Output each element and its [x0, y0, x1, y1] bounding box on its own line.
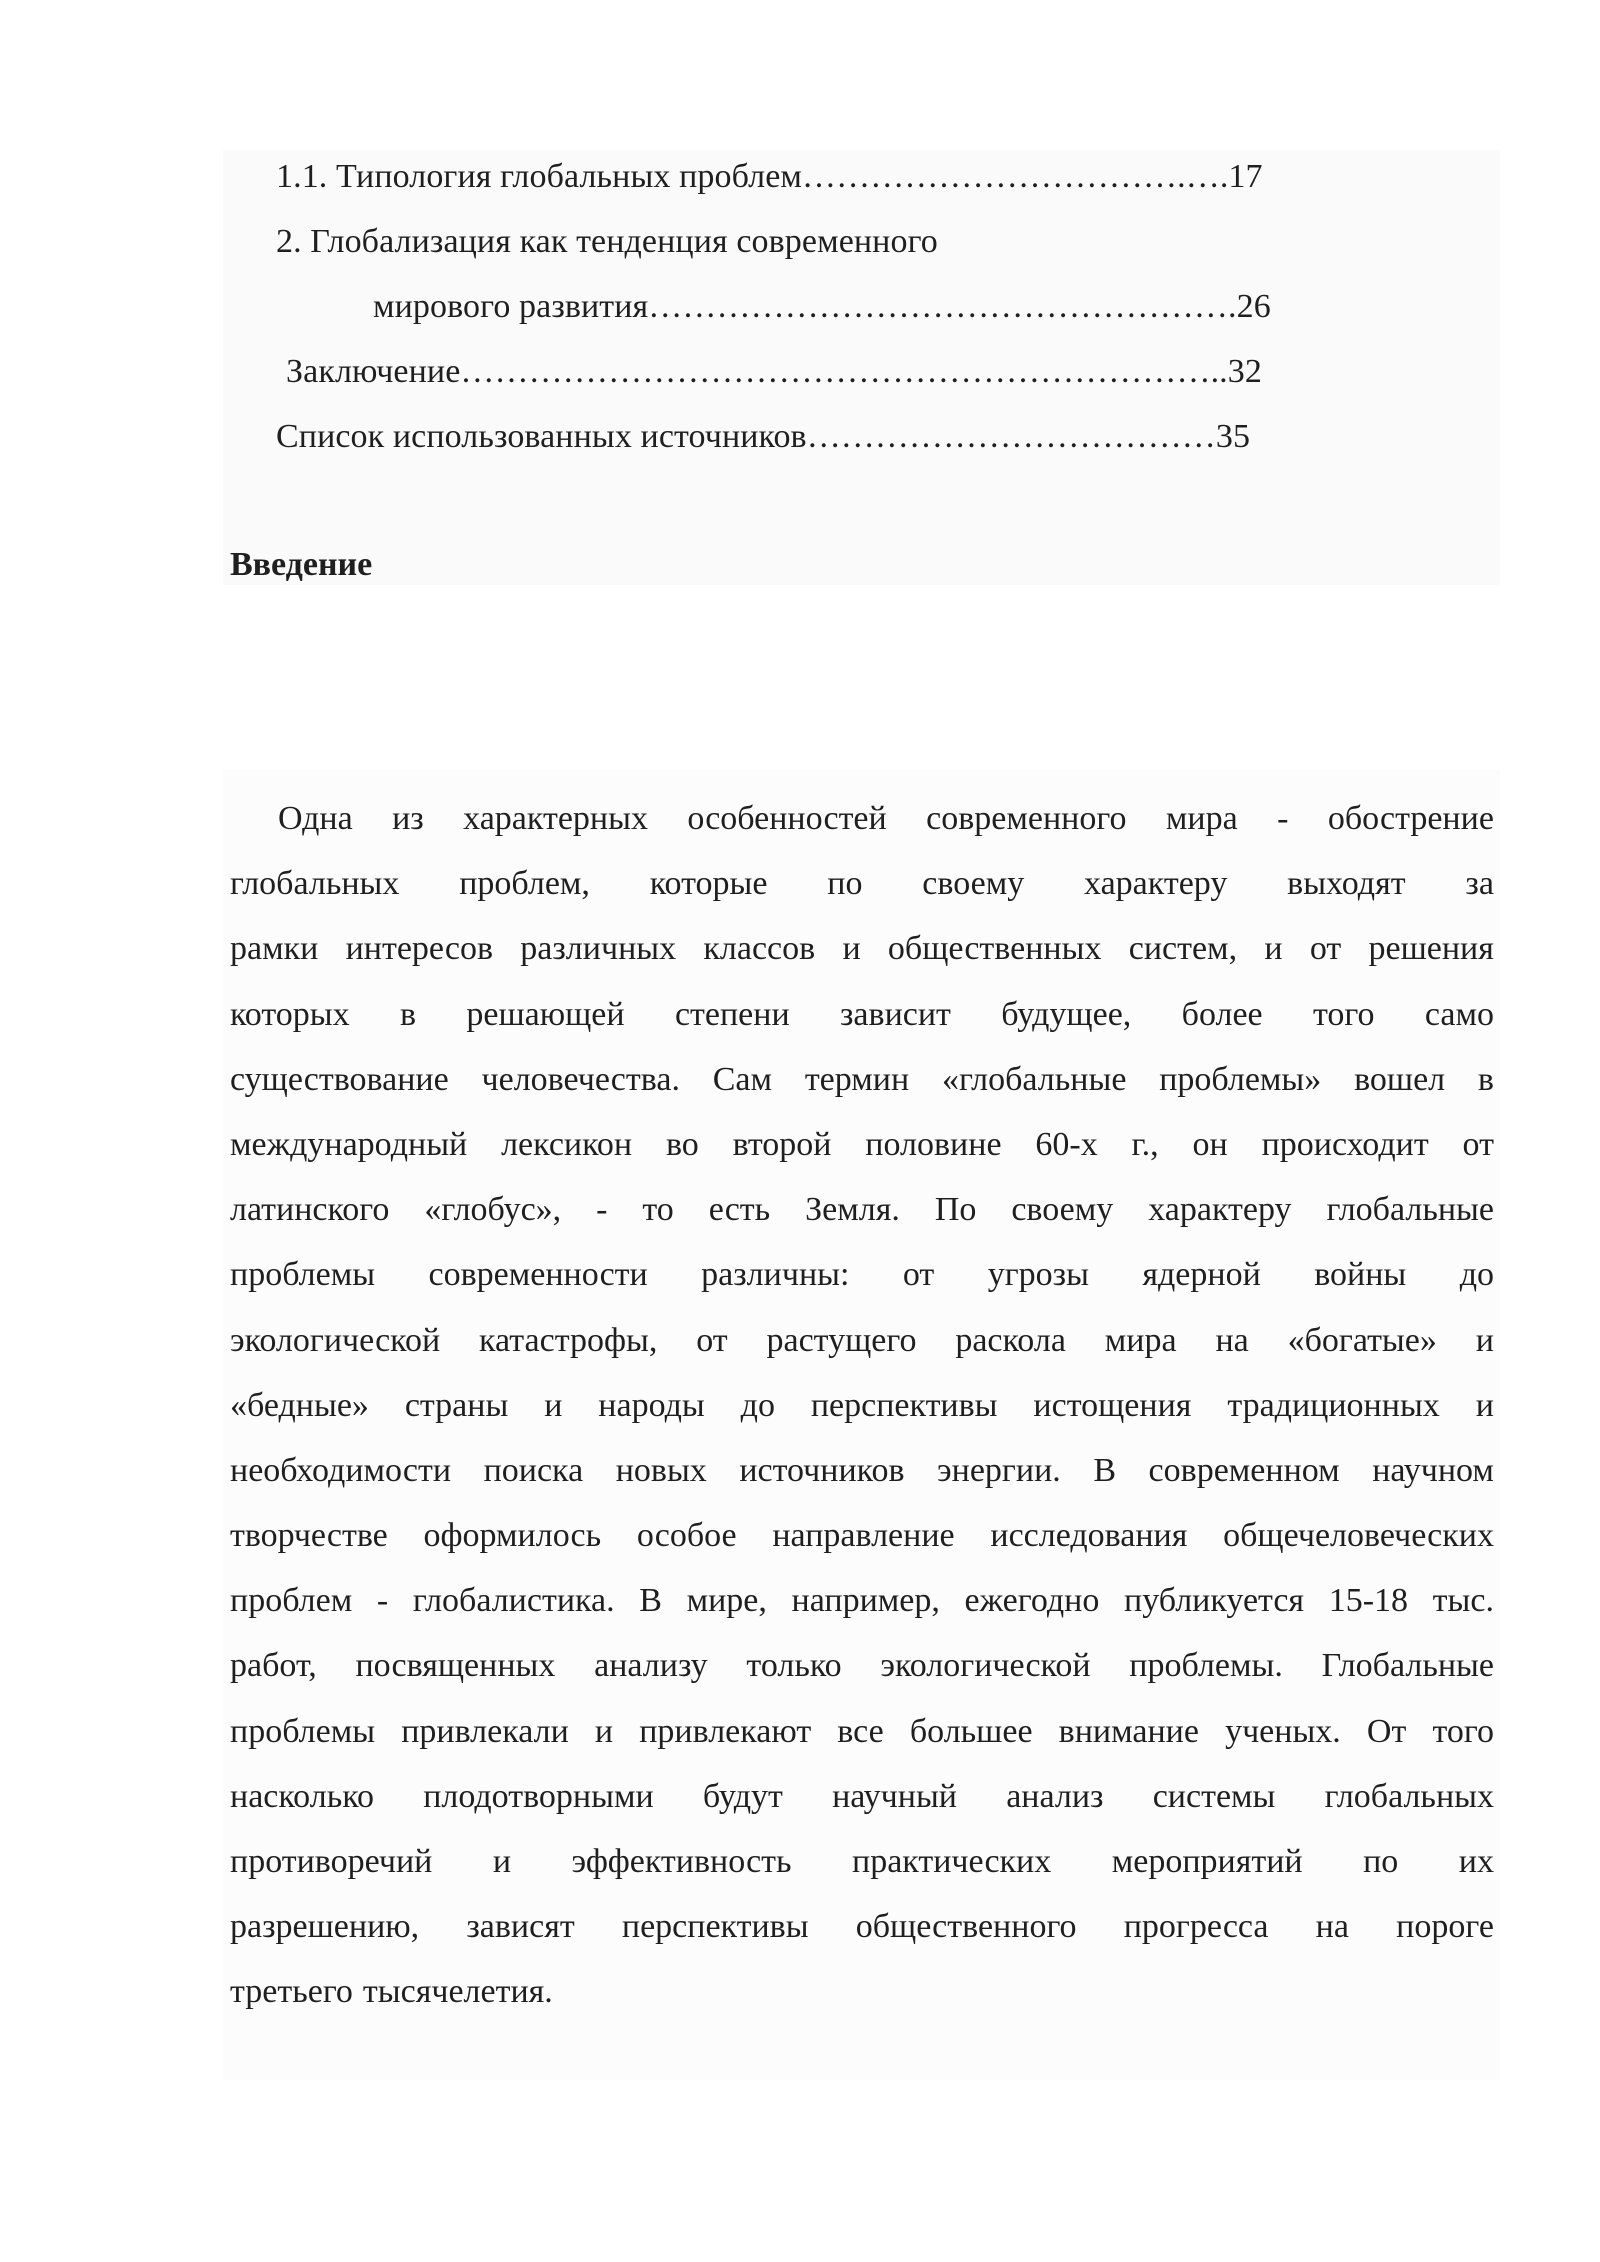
- word: тыс.: [1432, 1582, 1494, 1620]
- word: то: [642, 1191, 674, 1229]
- word: Одна: [278, 800, 353, 837]
- word: проблемы: [230, 1712, 376, 1750]
- word: своему: [922, 865, 1025, 903]
- toc-item-sources: Список использованных источников………………………………35: [276, 418, 1251, 455]
- word: научном: [1372, 1451, 1494, 1489]
- toc-item-globalization-cont: мирового развития…………………………………………….26: [373, 288, 1271, 325]
- word: анализу: [594, 1647, 708, 1685]
- toc-item-globalization: 2. Глобализация как тенденция современного: [276, 223, 938, 260]
- word: посвященных: [355, 1647, 556, 1685]
- word: от: [696, 1321, 728, 1359]
- word: обострение: [1327, 800, 1494, 837]
- word: латинского: [230, 1191, 390, 1229]
- word: выходят: [1287, 865, 1406, 903]
- word: источников: [739, 1451, 905, 1489]
- word: -: [1277, 800, 1289, 837]
- word: и: [1475, 1321, 1494, 1359]
- word: растущего: [766, 1321, 917, 1359]
- paragraph-line: [230, 1112, 1494, 1177]
- word: более: [1181, 995, 1263, 1033]
- word: творчестве: [230, 1517, 388, 1555]
- word: системы: [1152, 1777, 1276, 1815]
- word: человечества.: [481, 1060, 680, 1098]
- word: Сам: [712, 1060, 773, 1098]
- word: характеру: [1084, 865, 1228, 903]
- paragraph-line: [230, 1633, 1494, 1698]
- paragraph-line: [230, 1308, 1494, 1373]
- paragraph-line: [230, 1764, 1494, 1829]
- word: и: [842, 930, 861, 968]
- word: происходит: [1261, 1125, 1429, 1163]
- word: «богатые»: [1287, 1321, 1437, 1359]
- word: на: [1215, 1321, 1249, 1359]
- word: страны: [404, 1386, 509, 1424]
- word: тысячелетия.: [362, 1973, 553, 2011]
- word: работ,: [230, 1647, 317, 1685]
- word: противоречий: [230, 1843, 433, 1880]
- word: перспективы: [621, 1908, 809, 1946]
- word: от: [1309, 930, 1342, 968]
- word: 15-18: [1328, 1582, 1409, 1620]
- word: в: [1477, 1060, 1494, 1098]
- word: По: [934, 1191, 977, 1229]
- toc-item-typology: 1.1. Типология глобальных проблем…………………………….….17: [276, 158, 1263, 195]
- word: перспективы: [810, 1386, 998, 1424]
- word: третьего: [230, 1973, 353, 2011]
- word: эффективность: [571, 1843, 792, 1880]
- word: которые: [649, 865, 768, 903]
- word: их: [1458, 1843, 1494, 1880]
- word: по: [1363, 1843, 1399, 1880]
- word: и: [594, 1712, 614, 1750]
- word: проблемы.: [1129, 1647, 1283, 1685]
- word: угрозы: [987, 1256, 1089, 1294]
- word: мероприятий: [1111, 1843, 1303, 1880]
- word: существование: [230, 1060, 449, 1098]
- paragraph-line: [230, 1699, 1494, 1764]
- word: решения: [1368, 930, 1494, 968]
- word: В: [639, 1582, 662, 1620]
- word: От: [1366, 1712, 1407, 1750]
- section-heading: Введение: [230, 546, 373, 583]
- word: проблемы»: [1159, 1060, 1322, 1098]
- word: глобальных: [230, 865, 400, 903]
- word: войны: [1314, 1256, 1407, 1294]
- word: г.,: [1131, 1125, 1159, 1163]
- paragraph-line: [230, 1503, 1494, 1568]
- word: необходимости: [230, 1451, 452, 1489]
- word: -: [376, 1582, 389, 1620]
- word: внимание: [1058, 1712, 1199, 1750]
- word: В: [1093, 1451, 1116, 1489]
- word: термин: [804, 1060, 910, 1098]
- word: плодотворными: [423, 1777, 654, 1815]
- word: за: [1465, 865, 1494, 903]
- word: -: [596, 1191, 608, 1229]
- paragraph-line: [230, 1438, 1494, 1503]
- word: общественного: [855, 1908, 1077, 1946]
- toc-item-conclusion: Заключение…………………………………………………………..32: [286, 353, 1262, 390]
- word: особенностей: [687, 800, 887, 837]
- word: того: [1432, 1712, 1494, 1750]
- paragraph-line: [230, 786, 1494, 851]
- word: будут: [702, 1777, 783, 1815]
- word: истощения: [1033, 1386, 1192, 1424]
- word: он: [1192, 1125, 1228, 1163]
- word: есть: [708, 1191, 771, 1229]
- word: все: [837, 1712, 884, 1750]
- word: анализ: [1006, 1777, 1104, 1815]
- word: на: [1315, 1908, 1349, 1946]
- word: решающей: [466, 995, 625, 1033]
- word: международный: [230, 1125, 468, 1163]
- word: от: [902, 1256, 935, 1294]
- word: зависят: [466, 1908, 575, 1946]
- paragraph-line: [230, 916, 1494, 981]
- word: мире,: [686, 1582, 767, 1620]
- word: общечеловеческих: [1223, 1517, 1494, 1555]
- word: различных: [520, 930, 677, 968]
- word: оформилось: [423, 1517, 602, 1555]
- word: насколько: [230, 1777, 374, 1815]
- word: только: [746, 1647, 842, 1685]
- word: ежегодно: [964, 1582, 1100, 1620]
- word: экологической: [230, 1321, 441, 1359]
- word: привлекают: [639, 1712, 812, 1750]
- word: исследования: [990, 1517, 1188, 1555]
- word: будущее,: [1001, 995, 1132, 1033]
- word: характерных: [463, 800, 648, 837]
- word: глобальных: [1324, 1777, 1494, 1815]
- word: из: [392, 800, 424, 837]
- word: классов: [703, 930, 816, 968]
- word: направление: [772, 1517, 955, 1555]
- word: лексикон: [501, 1125, 633, 1163]
- word: современности: [428, 1256, 648, 1294]
- word: «бедные»: [230, 1386, 369, 1424]
- word: характеру: [1148, 1191, 1292, 1229]
- paragraph-line: [230, 1568, 1494, 1633]
- word: которых: [230, 995, 350, 1033]
- word: и: [544, 1386, 563, 1424]
- word: по: [827, 865, 863, 903]
- word: проблем,: [459, 865, 590, 903]
- word: большее: [909, 1712, 1033, 1750]
- word: «глобус»,: [424, 1191, 562, 1229]
- word: само: [1424, 995, 1494, 1033]
- word: того: [1312, 995, 1375, 1033]
- word: разрешению,: [230, 1908, 420, 1946]
- word: систем,: [1128, 930, 1238, 968]
- word: пороге: [1396, 1908, 1494, 1946]
- word: публикуется: [1124, 1582, 1305, 1620]
- word: энергии.: [937, 1451, 1061, 1489]
- word: в: [399, 995, 417, 1033]
- word: рамки: [230, 930, 319, 968]
- word: народы: [598, 1386, 705, 1424]
- word: до: [1459, 1256, 1494, 1294]
- word: половине: [865, 1125, 1002, 1163]
- word: например,: [791, 1582, 940, 1620]
- word: поиска: [483, 1451, 584, 1489]
- word: интересов: [345, 930, 494, 968]
- word: проблемы: [230, 1256, 376, 1294]
- word: вошел: [1354, 1060, 1446, 1098]
- word: во: [665, 1125, 699, 1163]
- word: Глобальные: [1321, 1647, 1494, 1685]
- word: привлекали: [401, 1712, 569, 1750]
- word: традиционных: [1227, 1386, 1440, 1424]
- word: научный: [832, 1777, 958, 1815]
- word: мира: [1165, 800, 1238, 837]
- paragraph-line: [230, 1047, 1494, 1112]
- word: второй: [732, 1125, 832, 1163]
- word: 60-х: [1035, 1125, 1098, 1163]
- word: катастрофы,: [479, 1321, 658, 1359]
- word: практических: [852, 1843, 1052, 1880]
- paragraph-line: [230, 851, 1494, 916]
- word: от: [1462, 1125, 1494, 1163]
- paragraph-line: [230, 1373, 1494, 1438]
- word: «глобальные: [941, 1060, 1127, 1098]
- word: проблем: [230, 1582, 353, 1620]
- word: экологической: [880, 1647, 1091, 1685]
- word: глобальные: [1326, 1191, 1494, 1229]
- word: раскола: [955, 1321, 1066, 1359]
- paragraph-line: [230, 1829, 1494, 1894]
- word: степени: [674, 995, 790, 1033]
- word: ядерной: [1142, 1256, 1261, 1294]
- paragraph-line: [230, 982, 1494, 1047]
- word: Земля.: [805, 1191, 900, 1229]
- paragraph-line: [230, 1242, 1494, 1307]
- word: мира: [1104, 1321, 1177, 1359]
- word: различны:: [701, 1256, 850, 1294]
- word: и: [1264, 930, 1283, 968]
- word: глобалистика.: [412, 1582, 615, 1620]
- intro-paragraph: [230, 786, 1494, 2025]
- word: особое: [636, 1517, 737, 1555]
- word: новых: [615, 1451, 707, 1489]
- word: ученых.: [1225, 1712, 1341, 1750]
- paragraph-line: [230, 1894, 1494, 1959]
- word: своему: [1011, 1191, 1114, 1229]
- word: до: [740, 1386, 775, 1424]
- paragraph-line: [230, 1959, 1494, 2024]
- word: и: [492, 1843, 512, 1880]
- word: и: [1475, 1386, 1494, 1424]
- word: общественных: [887, 930, 1102, 968]
- word: зависит: [840, 995, 951, 1033]
- word: современном: [1148, 1451, 1340, 1489]
- word: прогресса: [1123, 1908, 1269, 1946]
- word: современного: [926, 800, 1127, 837]
- paragraph-line: [230, 1177, 1494, 1242]
